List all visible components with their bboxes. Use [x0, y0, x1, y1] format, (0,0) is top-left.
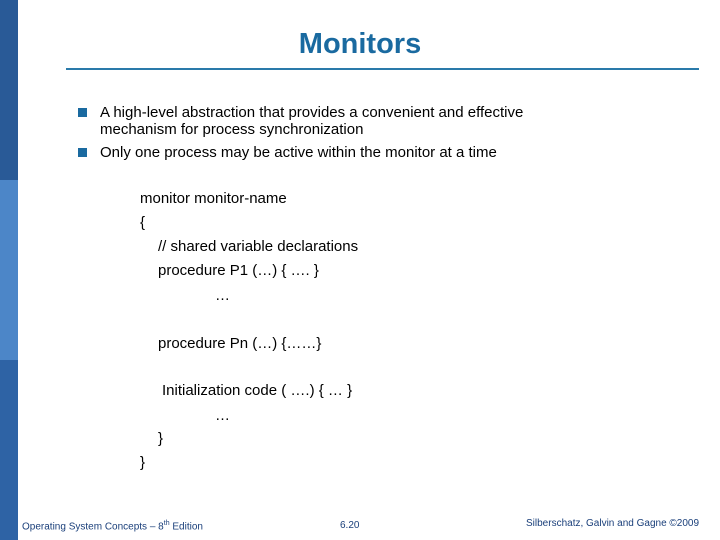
code-line: procedure P1 (…) { …. }	[158, 262, 319, 279]
footer-book-title-suffix: Edition	[169, 521, 203, 533]
footer-book-title-sup: th	[163, 520, 170, 527]
side-bar-segment-bottom	[0, 360, 18, 540]
code-line: }	[140, 454, 146, 471]
bullet-text-line: Only one process may be active within the monitor at a time	[100, 144, 497, 161]
side-decorative-bar	[0, 0, 18, 540]
bullet-item	[78, 104, 678, 138]
bullet-text-line: A high-level abstraction that provides a convenient and effective	[100, 104, 524, 121]
slide-title: Monitors	[298, 28, 422, 60]
code-line: procedure Pn (…) {……}	[158, 335, 322, 352]
footer-authors: Silberschatz, Galvin and Gagne ©2009	[526, 518, 700, 529]
footer-book-title-prefix: Operating System Concepts – 8	[22, 521, 164, 533]
code-line: // shared variable declarations	[158, 238, 359, 255]
code-line: monitor monitor-name	[140, 190, 287, 207]
side-bar-segment-top	[0, 0, 18, 180]
code-line: {	[140, 214, 146, 231]
bullet-item	[78, 144, 678, 161]
square-bullet-icon	[78, 148, 87, 157]
code-line: …	[215, 407, 230, 424]
bullet-list	[78, 104, 678, 167]
side-bar-segment-middle	[0, 180, 18, 360]
square-bullet-icon	[78, 108, 87, 117]
code-line: }	[158, 430, 164, 447]
footer-book-title	[22, 520, 203, 532]
code-line: …	[215, 287, 230, 304]
title-underline	[66, 68, 699, 70]
code-line: Initialization code ( ….) { … }	[162, 382, 353, 399]
footer-page-number: 6.20	[340, 520, 360, 531]
bullet-text-line: mechanism for process synchronization	[100, 121, 364, 138]
